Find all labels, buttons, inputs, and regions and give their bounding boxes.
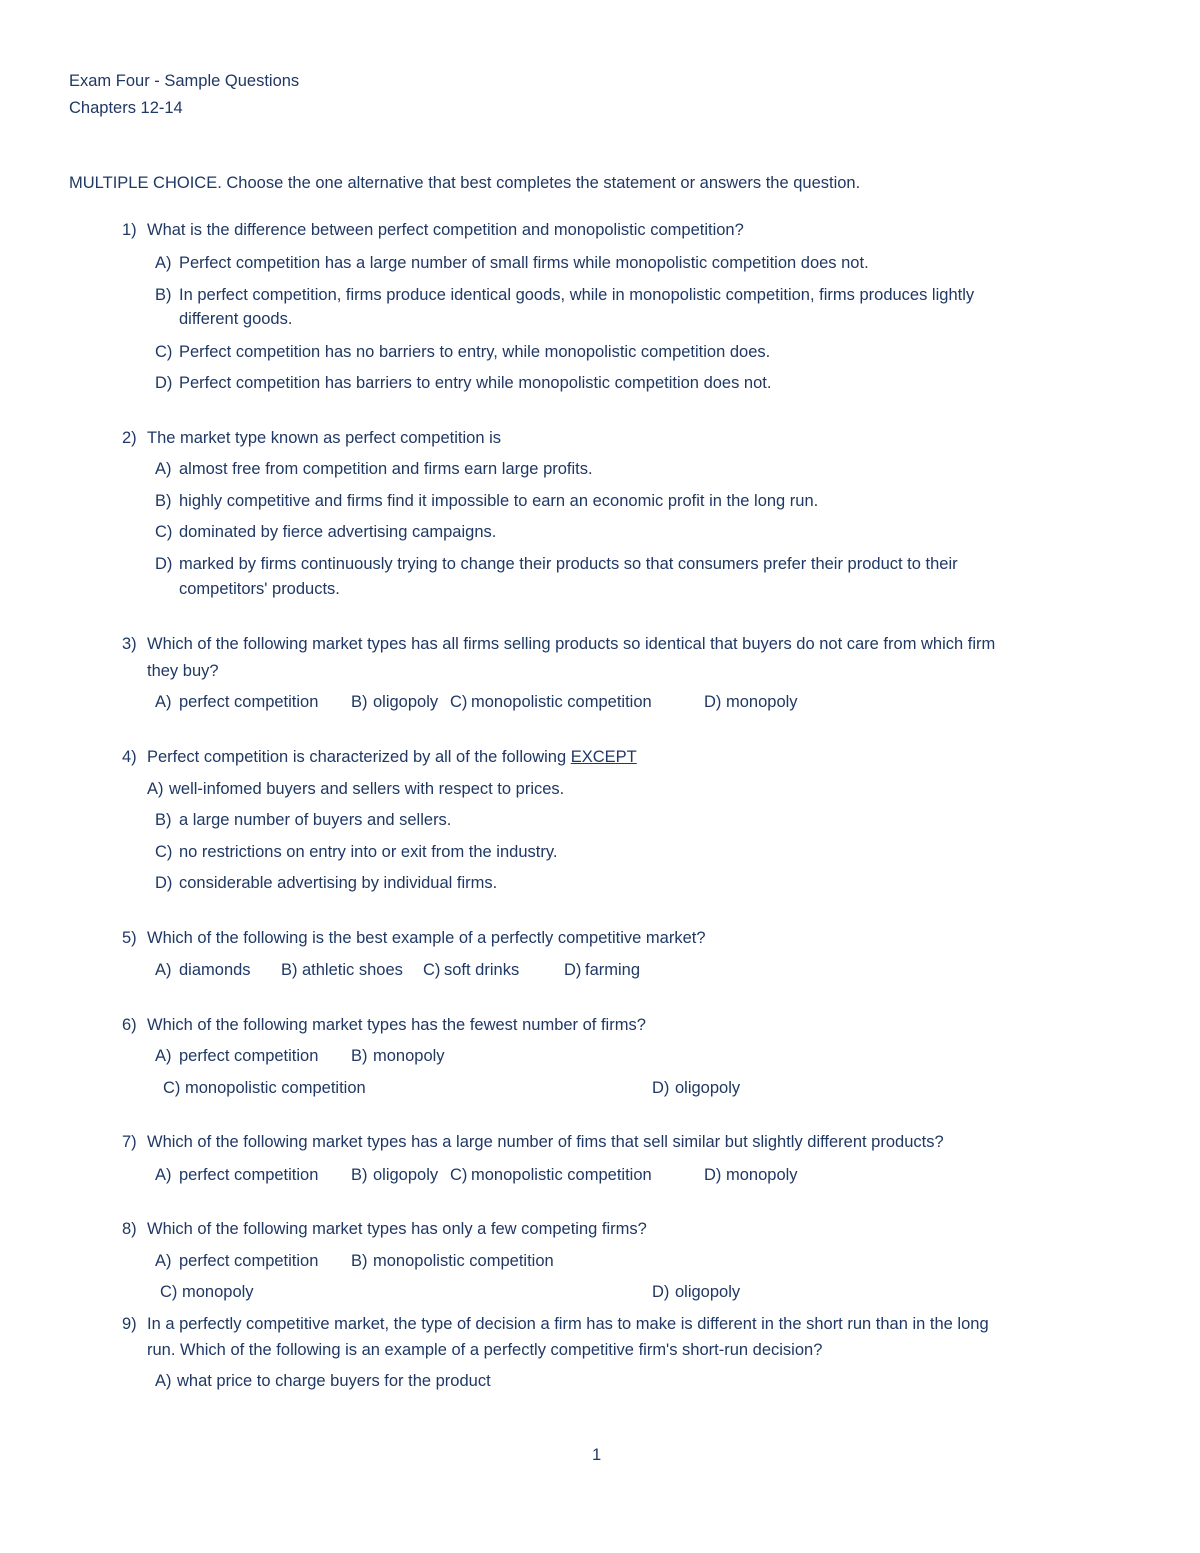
option-label: D) <box>155 874 173 892</box>
option-text: highly competitive and firms find it impossible to earn an economic profit in the long run. <box>179 492 819 510</box>
emphasis-except: EXCEPT <box>570 748 637 766</box>
question-number: 4) <box>122 748 137 766</box>
question-number: 9) <box>122 1315 137 1333</box>
option-label: B) <box>155 492 172 510</box>
option-text: monopolistic competition <box>471 693 652 711</box>
question-number: 8) <box>122 1220 137 1238</box>
option-text: perfect competition <box>179 1047 319 1065</box>
question-text: In a perfectly competitive market, the type of decision a firm has to make is different in the short run than in the long <box>147 1315 989 1333</box>
option-label: D) <box>155 555 173 573</box>
option-label: A) <box>155 1252 172 1270</box>
option-text: dominated by fierce advertising campaigns. <box>179 523 497 541</box>
option-text: oligopoly <box>675 1283 741 1301</box>
option-label: C) <box>160 1283 178 1301</box>
option-text: athletic shoes <box>302 961 403 979</box>
option-label: A) <box>147 780 164 798</box>
option-label: A) <box>155 1166 172 1184</box>
option-text: what price to charge buyers for the product <box>177 1372 491 1390</box>
page-number: 1 <box>592 1446 602 1464</box>
option-label: D) <box>704 1166 722 1184</box>
option-label: D) <box>564 961 582 979</box>
option-label: A) <box>155 460 172 478</box>
option-text: soft drinks <box>444 961 520 979</box>
option-text: well-infomed buyers and sellers with respect to prices. <box>169 780 565 798</box>
question-number: 1) <box>122 221 137 239</box>
option-text: perfect competition <box>179 1166 319 1184</box>
option-label: B) <box>351 1252 368 1270</box>
question-number: 2) <box>122 429 137 447</box>
document-subtitle: Chapters 12-14 <box>69 99 183 117</box>
option-text: monopolistic competition <box>373 1252 554 1270</box>
option-text: oligopoly <box>373 693 439 711</box>
option-text: In perfect competition, firms produce identical goods, while in monopolistic competition, firms produces lightly <box>179 286 975 304</box>
option-text: Perfect competition has barriers to entry while monopolistic competition does not. <box>179 374 772 392</box>
option-text: oligopoly <box>373 1166 439 1184</box>
option-label: A) <box>155 961 172 979</box>
option-text: monopoly <box>373 1047 445 1065</box>
option-text: oligopoly <box>675 1079 741 1097</box>
option-label: B) <box>351 1166 368 1184</box>
option-label: C) <box>155 843 173 861</box>
option-label: A) <box>155 693 172 711</box>
question-text: Which of the following is the best example of a perfectly competitive market? <box>147 929 706 947</box>
option-label: B) <box>155 811 172 829</box>
option-label: D) <box>652 1079 670 1097</box>
question-text: Perfect competition is characterized by all of the following <box>147 748 567 766</box>
option-label: C) <box>423 961 441 979</box>
question-text: The market type known as perfect competition is <box>147 429 501 447</box>
option-text: monopoly <box>726 1166 798 1184</box>
question-text: What is the difference between perfect competition and monopolistic competition? <box>147 221 744 239</box>
question-text: Which of the following market types has the fewest number of firms? <box>147 1016 646 1034</box>
option-text: marked by firms continuously trying to change their products so that consumers prefer their product to their <box>179 555 958 573</box>
option-label: D) <box>652 1283 670 1301</box>
option-text: perfect competition <box>179 693 319 711</box>
option-text: Perfect competition has a large number of small firms while monopolistic competition does not. <box>179 254 869 272</box>
option-label: C) <box>450 1166 468 1184</box>
option-text: monopoly <box>726 693 798 711</box>
question-number: 3) <box>122 635 137 653</box>
option-text: almost free from competition and firms earn large profits. <box>179 460 593 478</box>
option-label: D) <box>704 693 722 711</box>
question-text-continued: run. Which of the following is an example of a perfectly competitive firm's short-run decision? <box>147 1341 823 1359</box>
option-text: a large number of buyers and sellers. <box>179 811 452 829</box>
option-label: A) <box>155 254 172 272</box>
option-text-continued: different goods. <box>179 310 293 328</box>
option-text: no restrictions on entry into or exit from the industry. <box>179 843 558 861</box>
option-label: B) <box>351 1047 368 1065</box>
option-label: C) <box>450 693 468 711</box>
option-label: B) <box>281 961 298 979</box>
option-text-continued: competitors' products. <box>179 580 340 598</box>
option-label: C) <box>163 1079 181 1097</box>
option-label: A) <box>155 1372 172 1390</box>
instructions: MULTIPLE CHOICE. Choose the one alternative that best completes the statement or answers the question. <box>69 174 861 192</box>
question-text-continued: they buy? <box>147 662 219 680</box>
question-number: 5) <box>122 929 137 947</box>
option-text: monopoly <box>182 1283 254 1301</box>
option-text: farming <box>585 961 641 979</box>
option-label: B) <box>155 286 172 304</box>
option-label: C) <box>155 343 173 361</box>
option-label: B) <box>351 693 368 711</box>
option-label: C) <box>155 523 173 541</box>
question-text-line <box>147 746 637 768</box>
option-label: A) <box>155 1047 172 1065</box>
question-text: Which of the following market types has a large number of fims that sell similar but slightly different products? <box>147 1133 944 1151</box>
option-text: diamonds <box>179 961 251 979</box>
option-text: monopolistic competition <box>185 1079 366 1097</box>
question-number: 7) <box>122 1133 137 1151</box>
option-text: perfect competition <box>179 1252 319 1270</box>
option-text: considerable advertising by individual firms. <box>179 874 498 892</box>
option-label: D) <box>155 374 173 392</box>
document-title: Exam Four - Sample Questions <box>69 72 300 90</box>
question-number: 6) <box>122 1016 137 1034</box>
question-text: Which of the following market types has all firms selling products so identical that buyers do not care from which firm <box>147 635 996 653</box>
option-text: monopolistic competition <box>471 1166 652 1184</box>
option-text: Perfect competition has no barriers to entry, while monopolistic competition does. <box>179 343 771 361</box>
question-text: Which of the following market types has only a few competing firms? <box>147 1220 647 1238</box>
